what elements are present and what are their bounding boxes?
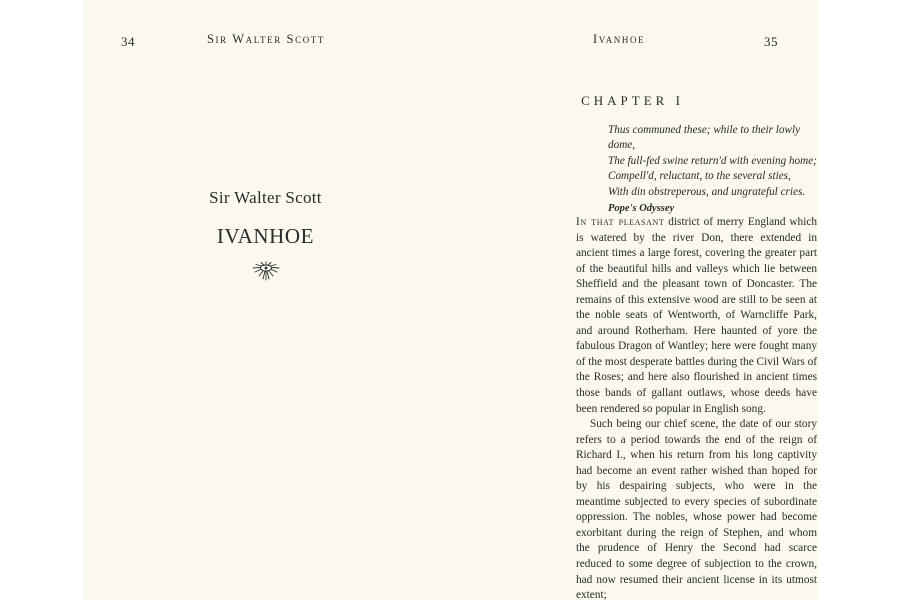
book-spread <box>83 0 818 600</box>
running-head-left: Sir Walter Scott <box>207 32 325 46</box>
page-number-left: 34 <box>121 34 135 49</box>
epigraph-line: Thus communed these; while to their lowly dome, <box>608 124 801 152</box>
paragraph-lead-smallcaps: In that pleasant <box>576 216 665 228</box>
running-head-right: Ivanhoe <box>593 32 646 46</box>
paragraph: Such being our chief scene, the date of our story refers to a period towards the end of the reign of Richard I., when his return from his long captivity had become an event rather wished than hoped for by his despairing subjects, who were in the meantime subjected to every species of subordinate oppression. The nobles, whose power had become exorbitant during the reign of Stephen, and whom the prudence of Henry the Second had scarce reduced to some degree of subjection to the crown, had now resumed their ancient license in its utmost extent; <box>576 418 817 602</box>
paragraph-text: district of merry England which is watered by the river Don, there extended in ancient times a large forest, covering the greater part of the beautiful hills and valleys which lie between Sheffield and the pleasant town of Doncaster. The remains of this extensive wood are still to be seen at the noble seats of Wentworth, of Warncliffe Park, and around Rotherham. Here haunted of yore the fabulous Dragon of Wantley; here were fought many of the most desperate battles during the Civil Wars of the Roses; and here also flourished in ancient times those bands of gallant outlaws, whose deeds have been rendered so popular in English song. <box>576 216 818 415</box>
epigraph-line: The full-fed swine return'd with evening home; <box>608 154 817 167</box>
title-block <box>83 188 448 286</box>
title-author: Sir Walter Scott <box>209 188 322 207</box>
left-page <box>83 0 450 600</box>
page-number-right: 35 <box>764 34 778 49</box>
right-page <box>450 0 818 600</box>
epigraph <box>608 123 818 216</box>
epigraph-line: Compell'd, reluctant, to the several sties, <box>608 170 791 183</box>
paragraph <box>576 215 817 417</box>
chapter-heading: CHAPTER I <box>581 93 684 108</box>
epigraph-line: With din obstreperous, and ungrateful cries. <box>608 185 806 198</box>
sunburst-ornament-icon <box>251 261 281 286</box>
epigraph-attribution: Pope's Odyssey <box>608 203 675 215</box>
chapter-body <box>576 215 817 604</box>
title-book: IVANHOE <box>216 224 315 248</box>
